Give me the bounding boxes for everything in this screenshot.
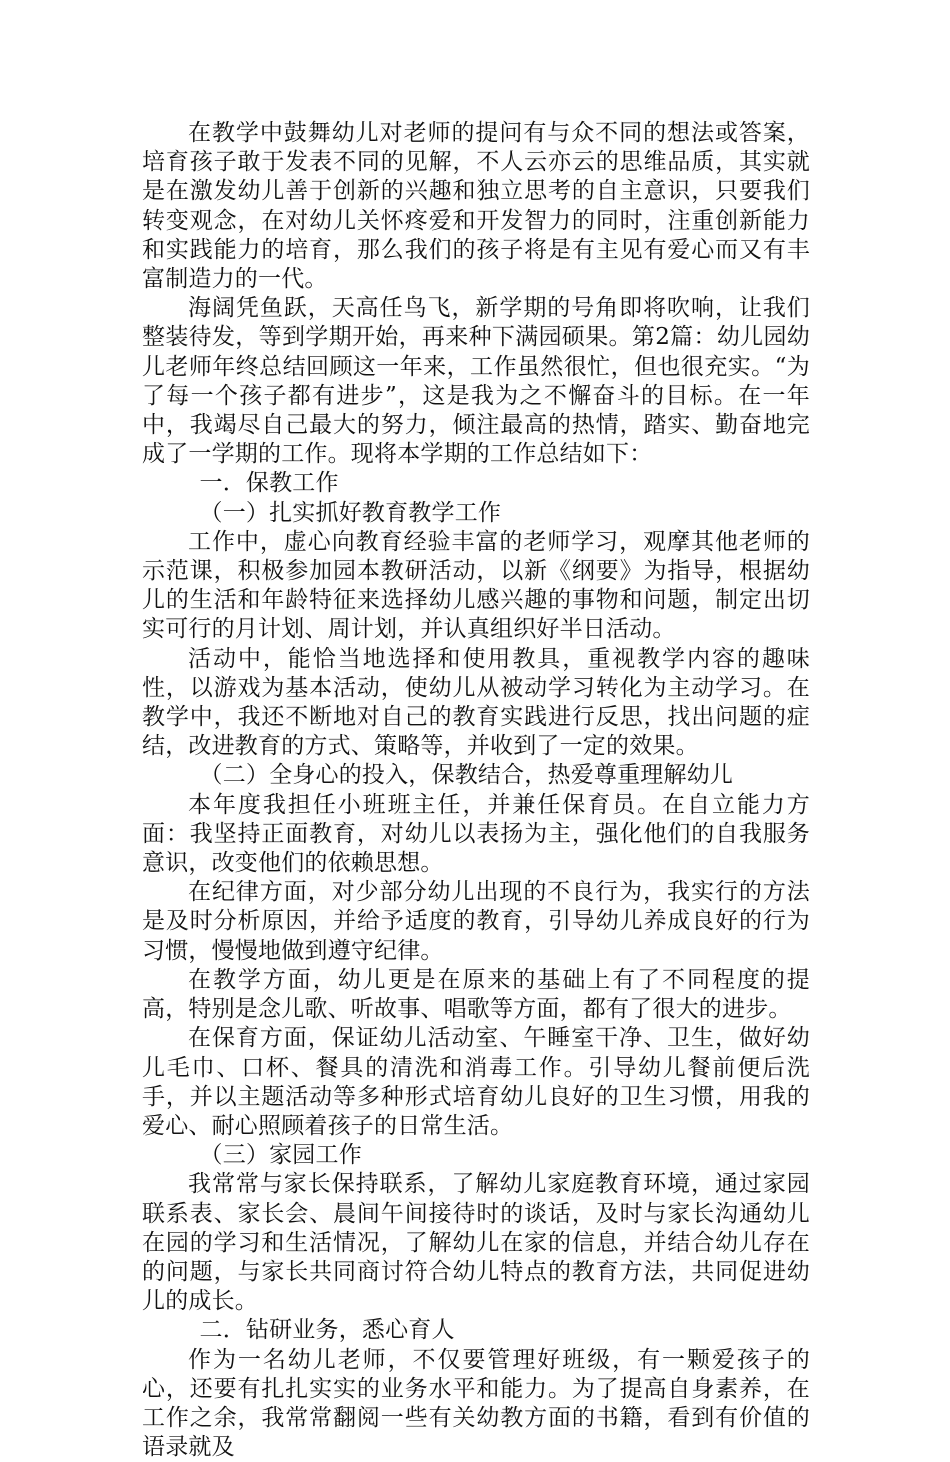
paragraph-child-care: 在保育方面，保证幼儿活动室、午睡室干净、卫生，做好幼儿毛巾、口杯、餐具的清洗和消毒工作。引导幼儿餐前便后洗手，并以主题活动等多种形式培育幼儿良好的卫生习惯，用我的爱心、耐心照顾着孩子的日常生活。 [142, 1025, 810, 1139]
paragraph-discipline: 在纪律方面，对少部分幼儿出现的不良行为，我实行的方法是及时分析原因，并给予适度的教育，引导幼儿养成良好的行为习惯，慢慢地做到遵守纪律。 [142, 879, 810, 964]
paragraph-self-reliance: 本年度我担任小班班主任，并兼任保育员。在自立能力方面：我坚持正面教育，对幼儿以表扬为主，强化他们的自我服务意识，改变他们的依赖思想。 [142, 791, 810, 877]
section-heading-professional-study: 二．钻研业务，悉心育人 [199, 1317, 455, 1344]
subheading-home-school: （三）家园工作 [199, 1142, 362, 1169]
paragraph-activities: 活动中，能恰当地选择和使用教具，重视教学内容的趣味性，以游戏为基本活动，使幼儿从被动学习转化为主动学习。在教学中，我还不断地对自己的教育实践进行反思，找出问题的症结，改进教育的方式、策略等，并收到了一定的效果。 [142, 645, 810, 760]
paragraph-new-semester: 海阔凭鱼跃，天高任鸟飞，新学期的号角即将吹响，让我们整装待发，等到学期开始，再来种下满园硕果。第2篇：幼儿园幼儿老师年终总结回顾这一年来，工作虽然很忙，但也很充实。“为了每一个孩子都有进步”，这是我为之不懈奋斗的目标。在一年中，我竭尽自己最大的努力，倾注最高的热情，踏实、勤奋地完成了一学期的工作。现将本学期的工作总结如下： [142, 295, 810, 468]
document-body [142, 119, 810, 1462]
paragraph-encourage-questions: 在教学中鼓舞幼儿对老师的提问有与众不同的想法或答案，培育孩子敢于发表不同的见解，不人云亦云的思维品质，其实就是在激发幼儿善于创新的兴趣和独立思考的自主意识，只要我们转变观念，在对幼儿关怀疼爱和开发智力的同时，注重创新能力和实践能力的培育，那么我们的孩子将是有主见有爱心而又有丰富制造力的一代。 [142, 120, 810, 293]
subheading-teaching-work: （一）扎实抓好教育教学工作 [199, 499, 502, 526]
paragraph-teaching-progress: 在教学方面，幼儿更是在原来的基础上有了不同程度的提高，特别是念儿歌、听故事、唱歌等方面，都有了很大的进步。 [142, 966, 810, 1023]
paragraph-learning-from-teachers: 工作中，虚心向教育经验丰富的老师学习，观摩其他老师的示范课，积极参加园本教研活动，以新《纲要》为指导，根据幼儿的生活和年龄特征来选择幼儿感兴趣的事物和问题，制定出切实可行的月计划、周计划，并认真组织好半日活动。 [142, 528, 810, 643]
subheading-full-devotion: （二）全身心的投入，保教结合，热爱尊重理解幼儿 [199, 762, 734, 789]
section-heading-care-education: 一．保教工作 [199, 470, 339, 497]
paragraph-parent-contact: 我常常与家长保持联系，了解幼儿家庭教育环境，通过家园联系表、家长会、晨间午间接待时的谈话，及时与家长沟通幼儿在园的学习和生活情况，了解幼儿在家的信息，并结合幼儿存在的问题，与家长共同商讨符合幼儿特点的教育方法，共同促进幼儿的成长。 [142, 1171, 810, 1315]
paragraph-kindergarten-teacher: 作为一名幼儿老师，不仅要管理好班级，有一颗爱孩子的心，还要有扎扎实实的业务水平和能力。为了提高自身素养，在工作之余，我常常翻阅一些有关幼教方面的书籍，看到有价值的语录就及 [142, 1346, 810, 1461]
